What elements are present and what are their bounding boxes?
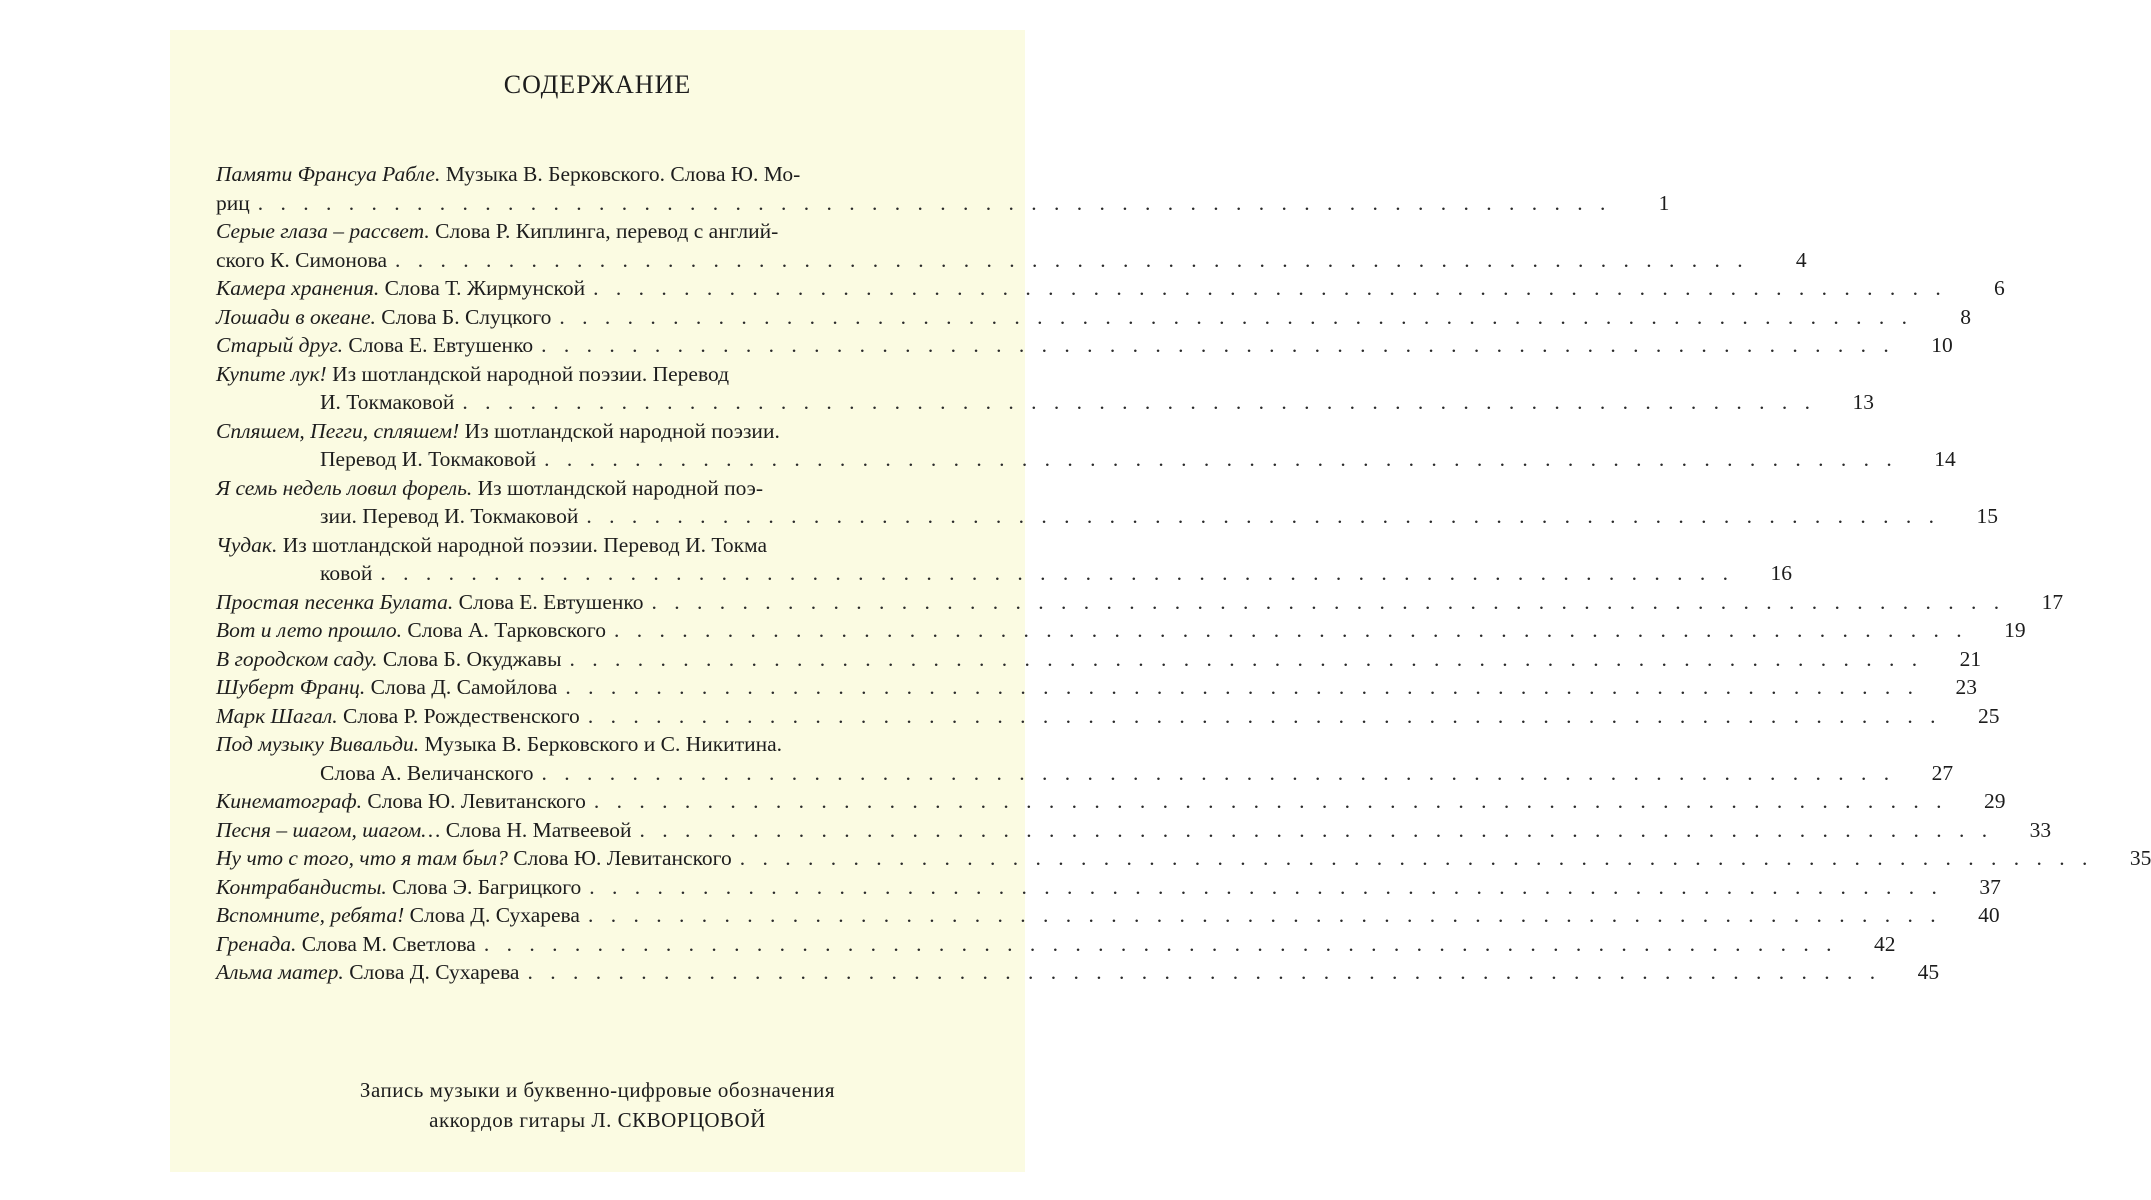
entry-credits: Слова Р. Киплинга, перевод с англий-: [429, 219, 779, 243]
toc-entry: [216, 588, 2064, 617]
leader-dots: . . . . . . . . . . . . . . . . . . . . . . . . . . . . . . . . . . . . . . . . . . . . . . . . . . . . . . . . . . . .: [739, 846, 2094, 870]
toc-entry: [216, 645, 1982, 674]
entry-title: В городском саду.: [216, 646, 378, 671]
toc-entry: [216, 901, 2000, 930]
leader-dots: . . . . . . . . . . . . . . . . . . . . . . . . . . . . . . . . . . . . . . . . . . . . . . . . . . . . . . . . . . . .: [462, 390, 1816, 414]
entry-credits: Из шотландской народной поэ-: [472, 475, 764, 500]
page-number: 42: [1873, 931, 1896, 956]
entry-title: Памяти Франсуа Рабле.: [216, 162, 441, 186]
leader-dots: . . . . . . . . . . . . . . . . . . . . . . . . . . . . . . . . . . . . . . . . . . . . . . . . . . . . . . . . . . . .: [651, 589, 2006, 614]
entry-credits: Слова Д. Самойлова: [365, 675, 558, 699]
leader-dots: . . . . . . . . . . . . . . . . . . . . . . . . . . . . . . . . . . . . . . . . . . . . . . . . . . . . . . . . . . . .: [569, 646, 1924, 671]
leader-dots: . . . . . . . . . . . . . . . . . . . . . . . . . . . . . . . . . . . . . . . . . . . . . . . . . . . . . . . . . . . .: [395, 247, 1749, 272]
page-number: 17: [2041, 589, 2064, 614]
toc-entry: [216, 274, 2005, 303]
page-number: 16: [1770, 561, 1792, 585]
entry-title: Контрабандисты.: [216, 874, 387, 899]
toc-entry: [216, 702, 2000, 731]
toc-entry: [216, 331, 1953, 360]
leader-dots: . . . . . . . . . . . . . . . . . . . . . . . . . . . . . . . . . . . . . . . . . . . . . . . . . . . . . . . . . . . .: [541, 760, 1896, 785]
page-number: 14: [1934, 447, 1956, 471]
entry-credits: Слова Б. Слуцкого: [375, 304, 552, 329]
toc-entry: [216, 160, 1670, 217]
toc-entry: [216, 303, 1972, 332]
page-number: 35: [2129, 846, 2151, 870]
page-number: 1: [1658, 190, 1670, 215]
toc-entry: [216, 531, 1792, 588]
leader-dots: . . . . . . . . . . . . . . . . . . . . . . . . . . . . . . . . . . . . . . . . . . . . . . . . . . . . . . . . . . . .: [613, 618, 1968, 642]
credits-footer: [170, 1075, 1025, 1135]
leader-dots: . . . . . . . . . . . . . . . . . . . . . . . . . . . . . . . . . . . . . . . . . . . . . . . . . . . . . . . . . . . .: [639, 817, 1994, 842]
entry-credits: Из шотландской народной поэзии. Перевод И. Токма: [277, 532, 768, 557]
leader-dots: . . . . . . . . . . . . . . . . . . . . . . . . . . . . . . . . . . . . . . . . . . . . . . . . . . . . . . . . . . . .: [380, 561, 1734, 585]
entry-title: Вот и лето прошло.: [216, 618, 402, 642]
entry-title: Песня – шагом, шагом…: [216, 817, 441, 842]
toc-entry: [216, 474, 1999, 531]
footer-line-1: Запись музыки и буквенно-цифровые обозначения: [359, 1078, 836, 1102]
entry-continuation: зии. Перевод И. Токмаковой: [320, 504, 579, 528]
entry-title: Альма матер.: [216, 960, 344, 984]
page-number: 21: [1959, 646, 1982, 671]
toc-entry: [216, 958, 1940, 987]
page-number: 45: [1917, 960, 1940, 984]
entry-continuation: Перевод И. Токмаковой: [320, 447, 537, 471]
leader-dots: . . . . . . . . . . . . . . . . . . . . . . . . . . . . . . . . . . . . . . . . . . . . . . . . . . . . . . . . . . . .: [593, 789, 1948, 813]
entry-credits: Слова Р. Рождественского: [337, 703, 580, 728]
leader-dots: . . . . . . . . . . . . . . . . . . . . . . . . . . . . . . . . . . . . . . . . . . . . . . . . . . . . . . . . . . . .: [586, 504, 1941, 528]
toc-entry: [216, 930, 1896, 959]
entry-credits: Слова А. Тарковского: [401, 618, 606, 642]
entry-continuation: Слова А. Величанского: [320, 760, 534, 785]
leader-dots: . . . . . . . . . . . . . . . . . . . . . . . . . . . . . . . . . . . . . . . . . . . . . . . . . . . . . . . . . . . .: [559, 304, 1914, 329]
entry-credits: Музыка В. Берковского и С. Никитина.: [419, 732, 783, 756]
leader-dots: . . . . . . . . . . . . . . . . . . . . . . . . . . . . . . . . . . . . . . . . . . . . . . . . . . . . . . . . . . . .: [565, 675, 1919, 699]
entry-credits: Слова Т. Жирмунской: [379, 276, 586, 300]
page-number: 10: [1931, 333, 1953, 357]
entry-credits: Слова Д. Сухарева: [404, 903, 580, 927]
toc-entry: [216, 673, 1977, 702]
table-of-contents: [216, 160, 2151, 987]
page-number: 23: [1955, 675, 1977, 699]
toc-entry: [216, 844, 2151, 873]
toc-entry: [216, 816, 2052, 845]
page-number: 40: [1978, 903, 2000, 927]
leader-dots: . . . . . . . . . . . . . . . . . . . . . . . . . . . . . . . . . . . . . . . . . . . . . . . . . . . . . . . . . . . .: [541, 333, 1895, 357]
toc-entry: [216, 217, 1807, 274]
leader-dots: . . . . . . . . . . . . . . . . . . . . . . . . . . . . . . . . . . . . . . . . . . . . . . . . . . . . . . . . . . . .: [589, 874, 1943, 899]
entry-title: Спляшем, Пегги, спляшем!: [216, 418, 460, 443]
entry-title: Вспомните, ребята!: [216, 903, 405, 927]
entry-title: Лошади в океане.: [216, 304, 376, 329]
entry-title: Старый друг.: [216, 333, 343, 357]
leader-dots: . . . . . . . . . . . . . . . . . . . . . . . . . . . . . . . . . . . . . . . . . . . . . . . . . . . . . . . . . . . .: [587, 903, 1942, 927]
page-title: СОДЕРЖАНИЕ: [503, 70, 692, 99]
entry-title: Простая песенка Булата.: [216, 589, 454, 614]
entry-credits: Слова Б. Окуджавы: [377, 646, 562, 671]
entry-title: Я семь недель ловил форель.: [216, 475, 473, 500]
entry-title: Камера хранения.: [216, 276, 380, 300]
page-number: 8: [1960, 304, 1972, 329]
entry-continuation: И. Токмаковой: [320, 390, 455, 414]
toc-entry: [216, 873, 2001, 902]
entry-title: Марк Шагал.: [216, 703, 338, 728]
entry-title: Серые глаза – рассвет.: [216, 219, 430, 243]
entry-credits: Из шотландской народной поэзии. Перевод: [326, 361, 730, 386]
entry-continuation: риц: [216, 190, 250, 215]
leader-dots: . . . . . . . . . . . . . . . . . . . . . . . . . . . . . . . . . . . . . . . . . . . . . . . . . . . . . . . . . . . .: [587, 703, 1942, 728]
entry-continuation: ского К. Симонова: [216, 247, 388, 272]
page-number: 19: [2004, 618, 2026, 642]
entry-title: Гренада.: [216, 931, 297, 956]
entry-credits: Из шотландской народной поэзии.: [459, 418, 780, 443]
footer-line-2: аккордов гитары Л. СКВОРЦОВОЙ: [429, 1108, 766, 1132]
entry-credits: Музыка В. Берковского. Слова Ю. Мо-: [440, 162, 801, 186]
entry-continuation: ковой: [320, 561, 373, 585]
toc-entry: [216, 787, 2006, 816]
entry-credits: Слова Э. Багрицкого: [386, 874, 582, 899]
entry-credits: Слова Е. Евтушенко: [342, 333, 534, 357]
entry-credits: Слова Ю. Левитанского: [361, 789, 586, 813]
document-page: [170, 30, 2151, 1172]
entry-credits: Слова Ю. Левитанского: [507, 846, 732, 870]
page-number: 6: [1994, 276, 2005, 300]
toc-entry: [216, 616, 2026, 645]
page-number: 25: [1977, 703, 2000, 728]
entry-title: Кинематограф.: [216, 789, 362, 813]
toc-entry: [216, 730, 1954, 787]
page-number: 15: [1976, 504, 1999, 528]
leader-dots: . . . . . . . . . . . . . . . . . . . . . . . . . . . . . . . . . . . . . . . . . . . . . . . . . . . . . . . . . . . .: [544, 447, 1898, 471]
page-number: 37: [1979, 874, 2001, 899]
leader-dots: . . . . . . . . . . . . . . . . . . . . . . . . . . . . . . . . . . . . . . . . . . . . . . . . . . . . . . . . . . . .: [527, 960, 1882, 984]
page-number: 27: [1931, 760, 1954, 785]
entry-credits: Слова Д. Сухарева: [343, 960, 520, 984]
leader-dots: . . . . . . . . . . . . . . . . . . . . . . . . . . . . . . . . . . . . . . . . . . . . . . . . . . . . . . . . . . . .: [483, 931, 1838, 956]
entry-credits: Слова Н. Матвеевой: [440, 817, 632, 842]
page-number: 33: [2029, 817, 2052, 842]
entry-credits: Слова Е. Евтушенко: [453, 589, 644, 614]
entry-title: Чудак.: [216, 532, 278, 557]
page-number: 4: [1795, 247, 1807, 272]
entry-title: Шуберт Франц.: [216, 675, 366, 699]
entry-credits: Слова М. Светлова: [296, 931, 476, 956]
entry-title: Купите лук!: [216, 361, 327, 386]
page-number: 29: [1983, 789, 2006, 813]
leader-dots: . . . . . . . . . . . . . . . . . . . . . . . . . . . . . . . . . . . . . . . . . . . . . . . . . . . . . . . . . . . .: [593, 276, 1947, 300]
entry-title: Ну что с того, что я там был?: [216, 846, 508, 870]
page-number: 13: [1852, 390, 1874, 414]
entry-title: Под музыку Вивальди.: [216, 732, 420, 756]
leader-dots: . . . . . . . . . . . . . . . . . . . . . . . . . . . . . . . . . . . . . . . . . . . . . . . . . . . . . . . . . . . .: [257, 190, 1612, 215]
toc-entry: [216, 417, 1956, 474]
toc-entry: [216, 360, 1874, 417]
